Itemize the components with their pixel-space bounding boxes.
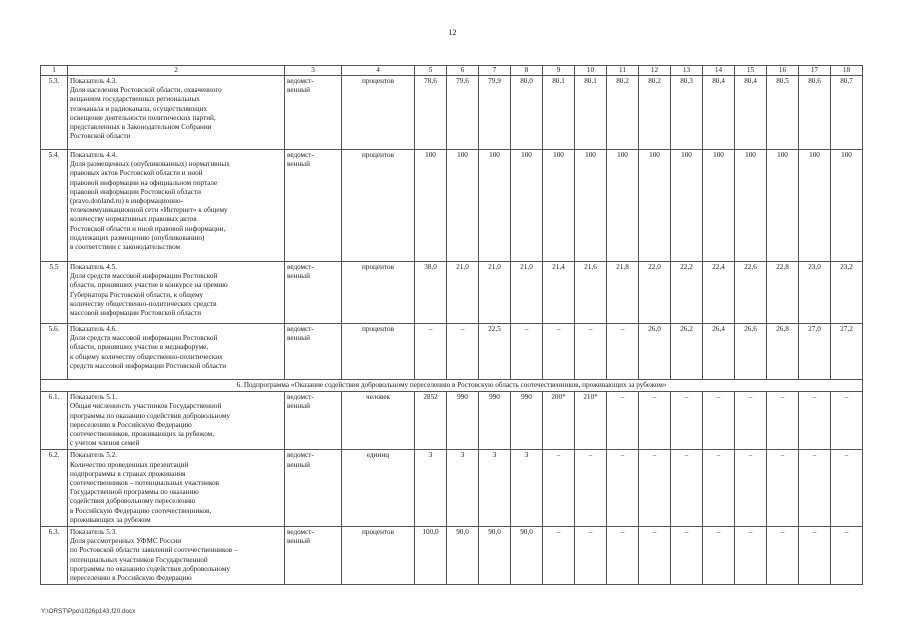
value-cell: 79,9 bbox=[479, 76, 511, 150]
column-header-cell: 8 bbox=[511, 66, 543, 76]
table-row bbox=[41, 392, 863, 450]
column-header-cell: 18 bbox=[831, 66, 863, 76]
row-number-cell: 6.3. bbox=[41, 527, 68, 585]
value-cell: 100 bbox=[799, 150, 831, 262]
value-cell: 80,2 bbox=[639, 76, 671, 150]
value-cell: 100 bbox=[671, 150, 703, 262]
value-cell: 21,6 bbox=[575, 262, 607, 324]
value-cell: 38,0 bbox=[415, 262, 447, 324]
value-cell: 100 bbox=[479, 150, 511, 262]
value-cell: 27,0 bbox=[799, 324, 831, 380]
value-cell: 100 bbox=[511, 150, 543, 262]
value-cell: 80,1 bbox=[543, 76, 575, 150]
unit-cell: единиц bbox=[342, 450, 415, 527]
value-cell: – bbox=[703, 392, 735, 450]
table-row bbox=[41, 324, 863, 380]
unit-cell: процентов bbox=[342, 527, 415, 585]
value-cell: – bbox=[831, 392, 863, 450]
value-cell: 22,6 bbox=[735, 262, 767, 324]
value-cell: – bbox=[671, 450, 703, 527]
column-header-cell: 16 bbox=[767, 66, 799, 76]
column-header-cell: 5 bbox=[415, 66, 447, 76]
value-cell: – bbox=[607, 527, 639, 585]
unit-cell: процентов bbox=[342, 76, 415, 150]
column-header-cell: 15 bbox=[735, 66, 767, 76]
column-header-cell: 11 bbox=[607, 66, 639, 76]
value-cell: 90,0 bbox=[479, 527, 511, 585]
value-cell: 80,7 bbox=[831, 76, 863, 150]
value-cell: 100 bbox=[767, 150, 799, 262]
value-cell: 100 bbox=[831, 150, 863, 262]
value-cell: – bbox=[703, 527, 735, 585]
value-cell: – bbox=[831, 527, 863, 585]
section-header bbox=[41, 380, 863, 392]
unit-cell: процентов bbox=[342, 324, 415, 380]
value-cell: – bbox=[607, 324, 639, 380]
indicator-source-cell: ведомст- венный bbox=[285, 150, 342, 262]
value-cell: 26,2 bbox=[671, 324, 703, 380]
indicator-description-cell: Показатель 4.5. Доля средств массовой информации Ростовской области, принявших участие в конкурсе на премию Губернатора Ростовской области, к общему количеству общественно-политических средств массовой информации Ростовской области bbox=[68, 262, 285, 324]
unit-cell: процентов bbox=[342, 150, 415, 262]
value-cell: 80,0 bbox=[511, 76, 543, 150]
value-cell: 990 bbox=[511, 392, 543, 450]
value-cell: 26,4 bbox=[703, 324, 735, 380]
table-row bbox=[41, 262, 863, 324]
value-cell: – bbox=[639, 450, 671, 527]
indicator-description-cell: Показатель 5.2. Количество проведенных презентаций подпрограммы в странах проживания соотечественников – потенциальных участников Государственной программы по оказанию содействия добровольному переселению в Российскую Федерацию соотечественников, проживающих за рубежом bbox=[68, 450, 285, 527]
value-cell: 80,5 bbox=[767, 76, 799, 150]
value-cell: 80,3 bbox=[671, 76, 703, 150]
column-header-cell: 9 bbox=[543, 66, 575, 76]
value-cell: 80,2 bbox=[607, 76, 639, 150]
value-cell: – bbox=[543, 324, 575, 380]
value-cell: – bbox=[799, 392, 831, 450]
value-cell: – bbox=[735, 392, 767, 450]
value-cell: 22,5 bbox=[479, 324, 511, 380]
value-cell: – bbox=[543, 450, 575, 527]
value-cell: – bbox=[767, 450, 799, 527]
section-title: 6. Подпрограмма «Оказание содействия добровольному переселению в Ростовскую область соотечественников, проживающих за рубежом» bbox=[41, 380, 863, 392]
indicator-source-cell: ведомст- венный bbox=[285, 76, 342, 150]
column-header-cell: 13 bbox=[671, 66, 703, 76]
indicator-source-cell: ведомст- венный bbox=[285, 527, 342, 585]
column-header-cell: 7 bbox=[479, 66, 511, 76]
indicator-description-cell: Показатель 4.3. Доля населения Ростовской области, охваченного вещанием государственных региональных телеканала и радиоканала, осуществляющих освещение деятельности политических партий, представленных в Законодательном Собрании Ростовской области bbox=[68, 76, 285, 150]
table-row bbox=[41, 527, 863, 585]
value-cell: 100 bbox=[543, 150, 575, 262]
row-number-cell: 5.3. bbox=[41, 76, 68, 150]
value-cell: 990 bbox=[447, 392, 479, 450]
column-header-cell: 2 bbox=[68, 66, 285, 76]
row-number-cell: 5.5 bbox=[41, 262, 68, 324]
unit-cell: процентов bbox=[342, 262, 415, 324]
value-cell: 100 bbox=[735, 150, 767, 262]
unit-cell: человек bbox=[342, 392, 415, 450]
value-cell: 100 bbox=[703, 150, 735, 262]
value-cell: 80,6 bbox=[799, 76, 831, 150]
column-header-cell: 6 bbox=[447, 66, 479, 76]
value-cell: 21,0 bbox=[447, 262, 479, 324]
column-header-cell: 12 bbox=[639, 66, 671, 76]
row-number-cell: 5.6. bbox=[41, 324, 68, 380]
value-cell: 100 bbox=[639, 150, 671, 262]
value-cell: – bbox=[735, 450, 767, 527]
value-cell: – bbox=[575, 527, 607, 585]
indicator-source-cell: ведомст- венный bbox=[285, 450, 342, 527]
value-cell: – bbox=[735, 527, 767, 585]
indicator-description-cell: Показатель 4.6. Доля средств массовой информации Ростовской области, принявших участие в медиафоруме, к общему количеству общественно-политических средств массовой информации Ростовской области bbox=[68, 324, 285, 380]
value-cell: – bbox=[607, 392, 639, 450]
value-cell: 26,6 bbox=[735, 324, 767, 380]
value-cell: 90,0 bbox=[511, 527, 543, 585]
value-cell: 80,4 bbox=[703, 76, 735, 150]
value-cell: 27,2 bbox=[831, 324, 863, 380]
value-cell: 100,0 bbox=[415, 527, 447, 585]
value-cell: – bbox=[607, 450, 639, 527]
value-cell: – bbox=[767, 527, 799, 585]
value-cell: 79,6 bbox=[447, 76, 479, 150]
value-cell: 21,0 bbox=[511, 262, 543, 324]
value-cell: – bbox=[511, 324, 543, 380]
value-cell: – bbox=[575, 450, 607, 527]
value-cell: 21,8 bbox=[607, 262, 639, 324]
value-cell: 22,8 bbox=[767, 262, 799, 324]
value-cell: 23,2 bbox=[831, 262, 863, 324]
value-cell: 22,0 bbox=[639, 262, 671, 324]
indicator-source-cell: ведомст- венный bbox=[285, 392, 342, 450]
column-header-cell: 14 bbox=[703, 66, 735, 76]
value-cell: 100 bbox=[415, 150, 447, 262]
value-cell: – bbox=[415, 324, 447, 380]
value-cell: 3 bbox=[511, 450, 543, 527]
value-cell: 90,0 bbox=[447, 527, 479, 585]
value-cell: 200* bbox=[543, 392, 575, 450]
file-path-footer: Y:\ORST\Ppo\1026p143.f20.docx bbox=[41, 608, 136, 615]
value-cell: 26,8 bbox=[767, 324, 799, 380]
value-cell: 100 bbox=[607, 150, 639, 262]
indicator-description-cell: Показатель 5.3. Доля рассмотренных УФМС России по Ростовской области заявлений соотечественников – потенциальных участников Государственной программы по оказанию содействия добровольному переселению в Российскую Федерацию bbox=[68, 527, 285, 585]
row-number-cell: 6.2. bbox=[41, 450, 68, 527]
indicator-source-cell: ведомст- венный bbox=[285, 324, 342, 380]
value-cell: – bbox=[575, 324, 607, 380]
table-row bbox=[41, 150, 863, 262]
value-cell: 22,2 bbox=[671, 262, 703, 324]
value-cell: – bbox=[831, 450, 863, 527]
value-cell: 78,6 bbox=[415, 76, 447, 150]
value-cell: – bbox=[703, 450, 735, 527]
value-cell: 3 bbox=[447, 450, 479, 527]
column-header-cell: 1 bbox=[41, 66, 68, 76]
value-cell: 210* bbox=[575, 392, 607, 450]
table-row bbox=[41, 450, 863, 527]
indicator-source-cell: ведомст- венный bbox=[285, 262, 342, 324]
value-cell: 100 bbox=[575, 150, 607, 262]
value-cell: 21,4 bbox=[543, 262, 575, 324]
page-number: 12 bbox=[448, 28, 457, 37]
value-cell: – bbox=[799, 450, 831, 527]
column-header-cell: 4 bbox=[342, 66, 415, 76]
value-cell: 990 bbox=[479, 392, 511, 450]
column-header-cell: 17 bbox=[799, 66, 831, 76]
value-cell: – bbox=[639, 527, 671, 585]
column-header-cell: 3 bbox=[285, 66, 342, 76]
table-row bbox=[41, 76, 863, 150]
table-body-top bbox=[41, 66, 863, 380]
value-cell: 21,0 bbox=[479, 262, 511, 324]
indicators-table bbox=[40, 65, 863, 585]
value-cell: – bbox=[447, 324, 479, 380]
value-cell: – bbox=[639, 392, 671, 450]
value-cell: 26,0 bbox=[639, 324, 671, 380]
value-cell: 80,4 bbox=[735, 76, 767, 150]
column-number-header bbox=[41, 66, 863, 76]
value-cell: 80,1 bbox=[575, 76, 607, 150]
indicator-description-cell: Показатель 4.4. Доля размещенных (опубликованных) нормативных правовых актов Ростовской области и иной правовой информации на официальном портале правовой информации Ростовской области (pravo.donland.ru) в информационно- телекоммуникационной сети «Интернет» к общему количеству нормативных правовых актов Ростовской области и иной правовой информации, подлежащих размещению (опубликованию) в соответствии с законодательством bbox=[68, 150, 285, 262]
value-cell: – bbox=[543, 527, 575, 585]
value-cell: 22,4 bbox=[703, 262, 735, 324]
column-header-cell: 10 bbox=[575, 66, 607, 76]
value-cell: – bbox=[671, 527, 703, 585]
value-cell: 2852 bbox=[415, 392, 447, 450]
value-cell: 3 bbox=[415, 450, 447, 527]
value-cell: 3 bbox=[479, 450, 511, 527]
row-number-cell: 6.1. bbox=[41, 392, 68, 450]
table-body-bottom bbox=[41, 392, 863, 585]
row-number-cell: 5.4. bbox=[41, 150, 68, 262]
value-cell: 23,0 bbox=[799, 262, 831, 324]
value-cell: 100 bbox=[447, 150, 479, 262]
value-cell: – bbox=[767, 392, 799, 450]
value-cell: – bbox=[671, 392, 703, 450]
value-cell: – bbox=[799, 527, 831, 585]
indicator-description-cell: Показатель 5.1. Общая численность участников Государственной программы по оказанию содействия добровольному переселению в Российскую Федерацию соотечественников, проживающих за рубежом, с учетом членов семей bbox=[68, 392, 285, 450]
